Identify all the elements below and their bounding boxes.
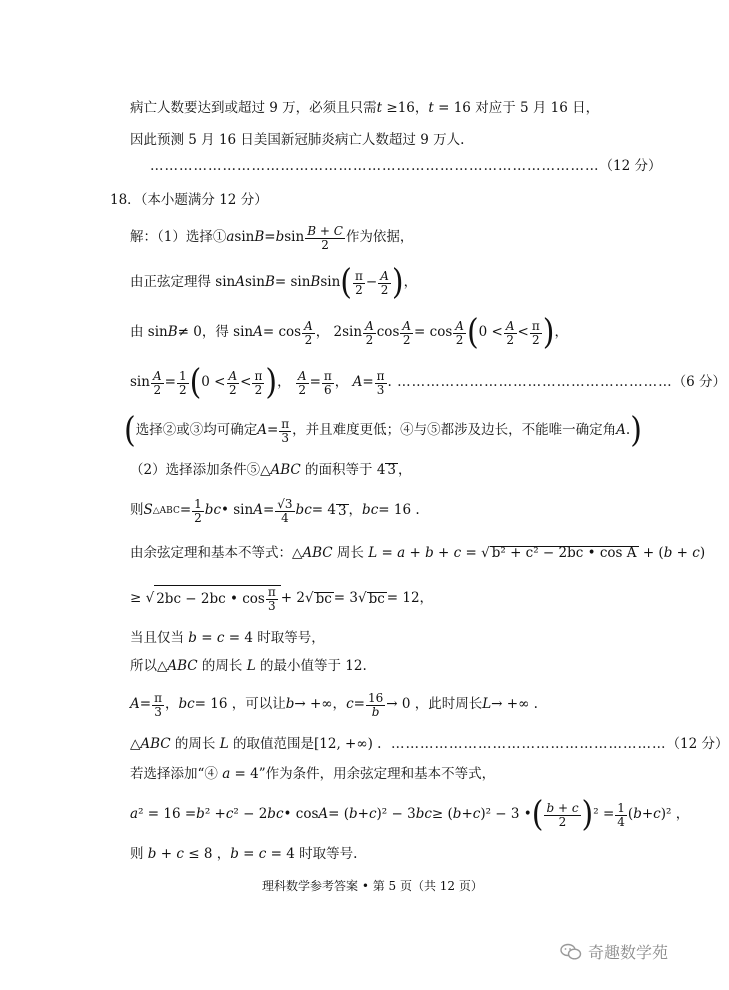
area-equation: 则 S △ABC = $\frac{1}{2}$ bc • sin A = $\frac{√3}{4}$ bc = 4 3 ， bc = 16 .	[130, 496, 420, 525]
min-perimeter: 所以△ABC 的周长 L 的最小值等于 12.	[130, 658, 367, 674]
solution-line-3: 由 sin B ≠ 0，得 sin A = cos $\frac{A}{2}$ ， 2sin $\frac{A}{2}$ cos $\frac{A}{2}$ = cos $\frac{A}{2}$ ( 0 < $\frac{A}{2}$ < $\frac{\pi}{2}$ ) ，	[130, 312, 568, 353]
fraction: $\frac{A}{2}$	[365, 318, 374, 347]
fraction: $\frac{\pi}{3}$	[376, 368, 385, 397]
inequality-line: ≥ √ 2bc − 2bc • cos $\frac{\pi}{3}$ + 2 √ bc = 3 √ bc = 12，	[130, 585, 434, 613]
fraction: $\frac{A}{2}$	[380, 268, 389, 297]
part-2-heading: （2）选择添加条件⑤△ABC 的面积等于 4 3 ，	[130, 462, 412, 478]
score-line-12: …………………………………………………………………………………（12 分）	[150, 158, 662, 174]
fraction: $\frac{1}{2}$	[178, 368, 187, 397]
fraction: $\frac{√3}{4}$	[277, 496, 293, 525]
fraction: $\frac{\pi}{2}$	[531, 318, 540, 347]
watermark	[560, 940, 668, 963]
solution-line-2: 由正弦定理得 sin A sin B = sin B sin ( $\frac{\pi}{2}$ − $\frac{A}{2}$ ) ，	[130, 262, 418, 303]
fraction: $\frac{A}{2}$	[304, 318, 313, 347]
page-footer: 理科数学参考答案 • 第 5 页（共 12 页）	[262, 879, 483, 893]
fraction: $\frac{A}{2}$	[297, 368, 307, 397]
solution-note: ( 选择②或③均可确定 A = $\frac{\pi}{3}$ ，并且难度更低；④与⑤都涉及边长，不能唯一确定角 A . )	[124, 410, 642, 451]
perimeter-equation: 由余弦定理和基本不等式：△ABC 周长 L = a + b + c = √ b² + c² − 2bc • cos A + (b + c)	[130, 545, 706, 561]
equality-condition: 当且仅当 b = c = 4 时取等号，	[130, 630, 325, 646]
line-conclusion-2: 因此预测 5 月 16 日美国新冠肺炎病亡人数超过 9 万人.	[130, 132, 465, 148]
fraction: $\frac{\pi}{6}$	[323, 368, 332, 397]
fraction: $\frac{b + c}{2}$	[546, 800, 579, 829]
line-conclusion-1: 病亡人数要达到或超过 9 万，必须且只需t ≥16，t = 16 对应于 5 月 16 日，	[130, 100, 600, 116]
wechat-icon	[560, 943, 582, 961]
cosine-law-line: a ² = 16 = b ² + c ² − 2 bc • cos A = ( b + c )² − 3 bc ≥ ( b + c )² − 3 • ( $\frac{b + c}{2}$ ) ² = $\frac{1}{4}$ ( b + c )² ，	[130, 794, 690, 835]
fraction: $\frac{16}{b}$	[367, 690, 384, 719]
fraction: $\frac{\pi}{3}$	[281, 416, 290, 445]
fraction: $\frac{1}{4}$	[617, 800, 625, 829]
solution-line-4: sin $\frac{A}{2}$ = $\frac{1}{2}$ ( 0 < $\frac{A}{2}$ < $\frac{\pi}{2}$ ) ， $\frac{A}{2}$ = $\frac{\pi}{6}$ ， A = $\frac{\pi}{3}$ . ………………………………………………… （6 分）	[130, 362, 726, 403]
fraction: $\frac{A}{2}$	[152, 368, 162, 397]
alternative-condition: 若选择添加“④ a = 4”作为条件，用余弦定理和基本不等式，	[130, 766, 496, 782]
fraction: $\frac{A}{2}$	[505, 318, 515, 347]
question-18-heading: 18．（本小题满分 12 分）	[110, 192, 268, 208]
fraction: $\frac{A}{2}$	[402, 318, 412, 347]
fraction: $\frac{A}{2}$	[228, 368, 238, 397]
perimeter-range: △ABC 的周长 L 的取值范围是[12, +∞) . …………………………………………………（12 分）	[130, 736, 729, 752]
fraction: $\frac{B + C}{2}$	[307, 223, 343, 252]
fraction: $\frac{\pi}{3}$	[267, 585, 276, 613]
limit-line: A = $\frac{\pi}{3}$ ， bc = 16 ，可以让 b → +∞， c = $\frac{16}{b}$ → 0 ，此时周长 L → +∞ .	[130, 690, 538, 719]
fraction: $\frac{\pi}{2}$	[355, 268, 363, 297]
fraction: $\frac{A}{2}$	[455, 318, 464, 347]
solution-line-1: 解：（1）选择① a sin B = b sin $\frac{B + C}{2}$ 作为依据，	[130, 223, 414, 252]
watermark-text: 奇趣数学苑	[588, 943, 669, 962]
final-bound: 则 b + c ≤ 8 ，b = c = 4 时取等号.	[130, 846, 358, 862]
fraction: $\frac{\pi}{3}$	[154, 690, 162, 719]
fraction: $\frac{\pi}{2}$	[254, 368, 263, 397]
fraction: $\frac{1}{2}$	[194, 496, 202, 525]
